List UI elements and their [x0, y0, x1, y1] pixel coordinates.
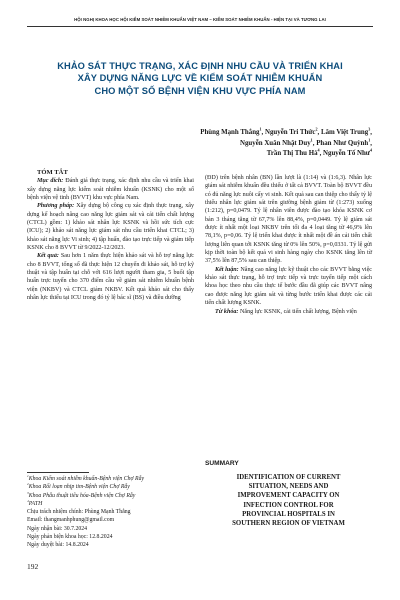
author-name: Nguyễn Xuân Nhật Duy: [240, 139, 311, 147]
keywords-text: Năng lực KSNK, cải tiến chất lượng, Bệnh viện: [240, 308, 357, 315]
page-number: 192: [27, 562, 39, 571]
summary-title: [205, 473, 372, 528]
footnote-text: Khoa Phẫu thuật tiêu hóa-Bệnh viện Chợ Rẫy: [28, 492, 136, 499]
author-name: Phan Như Quỳnh: [316, 139, 369, 147]
keywords-label: Từ khóa:: [215, 308, 239, 315]
footnote: [27, 500, 194, 508]
summary-title-line: IMPROVEMENT CAPACITY ON: [237, 492, 340, 500]
footnote-text: Khoa Kiểm soát nhiễm khuẩn-Bệnh viện Chợ Rẫy: [28, 476, 145, 482]
footnote-mark: 1: [27, 474, 29, 479]
result-continuation: (ĐD) trên bệnh nhân (BN) lần lượt là (1:14) và (1:6,3). Nhân lực giám sát nhiễm khuẩn đều thiếu ở tất cả BVVT. Toàn bộ BVVT đều có đủ năng lực nuôi cấy vi sinh. Kết quả sau can thiệp cho thấy tỷ lệ thiếu nhân lực giám sát trên giường bệnh giảm từ (1:273) xuống (1:212), p=0,0479. Tỷ lệ nhân viên được đào tạo khóa KSNK cơ bản 3 tháng tăng từ 67,7% lên 88,4%, p=0,0449. Tỷ lệ giám sát được ít nhất một loại NKBV trên tối đa 4 loại tăng từ 46,9% lên 78,1%, p=0,06. Tỷ lệ triển khai được ít nhất một đề án cải tiến chất lượng liên quan tới KSNK tăng từ 0% lên 50%, p=0,0331. Tỷ lệ gửi kịp thời toàn bộ kết quả vi sinh hàng ngày cho KSNK tăng lên từ 37,5% lên 87,5% sau can thiệp.: [205, 175, 372, 265]
abstract-keywords: [205, 308, 372, 316]
running-head-rule: [27, 26, 373, 27]
footnote-mark: 2: [27, 482, 29, 487]
objective-text: Đánh giá thực trạng, xác định nhu cầu và triển khai xây dựng năng lực kiểm soát nhiễm khuẩn (KSNK) cho một số bệnh viện vệ tinh (BVVT) khu vực phía Nam.: [27, 178, 194, 202]
method-text: Xây dựng bộ công cụ xác định thực trạng, xây dựng kế hoạch nâng cao năng lực giám sát và cải tiến chất lượng (CTCL) gồm: 1) khảo sát nhân lực KSNK và hồi sức tích cực (ICU); 2) khảo sát năng lực giám sát nhu cầu triển khai CTCL; 3) khảo sát năng lực Vi sinh; 4) tập huấn, đào tạo trực tiếp và giám tiếp KSNK cho 8 BVVT từ 9/2022-12/2023.: [27, 203, 194, 252]
footnotes: [27, 475, 194, 550]
summary-title-line: SOUTHERN REGION OF VIETNAM: [232, 520, 345, 528]
author-affiliation: 1: [259, 126, 262, 132]
summary-heading: SUMMARY: [205, 460, 239, 467]
result-text: Sau hơn 1 năm thực hiện khảo sát và hỗ trợ năng lực cho 8 BVVT, tổng số đã thực hiện 12 chuyến đi khảo sát, hỗ trợ kỹ thuật và tập huấn tại chỗ với 616 lượt người tham gia, 5 buổi tập huấn trực tuyến cho 370 điểm cầu về giám sát nhiễm khuẩn bệnh viện (NKBV) và CTCL giảm NKBV. Kết quả khảo sát cho thấy nhân lực thiếu tại ICU trong đó tỷ lệ bác sĩ (BS) và điều dưỡng: [27, 253, 194, 302]
abstract-conclusion: [205, 266, 372, 308]
author-name: Nguyễn Tố Như: [323, 150, 370, 158]
title-line: KHẢO SÁT THỰC TRẠNG, XÁC ĐỊNH NHU CẦU VÀ TRIỂN KHAI: [57, 61, 343, 71]
abstract-method: [27, 202, 194, 252]
author-name: Lâm Việt Trung: [320, 129, 369, 136]
abstract-objective: [27, 177, 194, 202]
author-list: [112, 128, 372, 160]
author-name: Phùng Mạnh Thắng: [200, 129, 260, 136]
author-name: Nguyễn Tri Thức: [265, 129, 316, 136]
title-line: CHO MỘT SỐ BỆNH VIỆN KHU VỰC PHÍA NAM: [94, 85, 306, 96]
abstract-heading: TÓM TẮT: [37, 169, 68, 176]
abstract-result: [27, 252, 194, 302]
summary-title-line: INFECTION CONTROL FOR: [243, 501, 334, 509]
footnote-text: PATH: [28, 500, 43, 507]
footnote-text: Khoa Rối loạn nhịp tim-Bệnh viện Chợ Rẫy: [28, 484, 130, 491]
footnote: [27, 492, 194, 500]
correspondence-email[interactable]: Email: thangmanhphung@gmail.com: [27, 517, 115, 524]
author-affiliation: 1: [310, 137, 313, 143]
footnote-mark: 3: [27, 490, 29, 495]
method-label: Phương pháp:: [37, 203, 75, 210]
article-title: [40, 60, 360, 97]
author-affiliation: 1: [368, 137, 371, 143]
footnote: [27, 483, 194, 491]
date-received: Ngày nhận bài: 30.7.2024: [27, 525, 88, 532]
right-column: [205, 174, 372, 316]
responsible-author: Chịu trách nhiệm chính: Phùng Mạnh Thắng: [27, 509, 131, 516]
conclusion-text: Nâng cao năng lực kỹ thuật cho các BVVT bằng việc khảo sát thực trạng, hỗ trợ trực tiếp và trực tuyến tiếp một cách khoa học theo nhu cầu thực tế bước đầu đã giúp các BVVT nâng cao được năng lực giám sát và từng bước triển khai được các cải tiến chất lượng KSNK.: [205, 266, 372, 307]
footnote-mark: 4: [27, 498, 29, 503]
footnote: [27, 475, 194, 483]
author-affiliation: 2: [315, 126, 318, 132]
correspondence-info: [27, 508, 194, 549]
author-affiliation: 4: [317, 147, 320, 153]
title-line: XÂY DỰNG NĂNG LỰC VỀ KIỂM SOÁT NHIỄM KHUẨN: [77, 73, 323, 84]
date-accepted: Ngày duyệt bài: 14.8.2024: [27, 542, 89, 549]
footnote-rule: [27, 472, 89, 473]
author-affiliation: 4: [369, 147, 372, 153]
summary-title-line: PROVINCIAL HOSPITALS IN: [242, 510, 335, 518]
result-label: Kết quả:: [37, 253, 59, 260]
author-line: Phùng Mạnh Thắng$^1$, Nguyễn Tri Thức$^2$, Lâm Việt Trung$^3$,: [200, 126, 372, 136]
date-reviewed: Ngày phản biện khoa học: 12.8.2024: [27, 534, 113, 541]
author-name: Trần Thị Thu Hà: [266, 150, 318, 158]
summary-title-line: IDENTIFICATION OF CURRENT: [236, 474, 341, 481]
running-head: HỘI NGHỊ KHOA HỌC HỘI KIỂM SOÁT NHIỄM KHUẨN VIỆT NAM – KIỂM SOÁT NHIỄM KHUẨN - HIỆN TẠI VÀ TƯƠNG LAI: [74, 17, 326, 22]
conclusion-label: Kết luận:: [215, 266, 239, 273]
left-column: [27, 169, 194, 303]
author-line: Trần Thị Thu $Hà^4$, Nguyễn Tố Như$^4$: [266, 147, 372, 158]
objective-label: Mục đích:: [37, 178, 64, 185]
author-line: Nguyễn Xuân Nhật Duy$^1$, Phan Như Quỳnh$^1$,: [240, 137, 372, 147]
summary-title-line: SITUATION, NEEDS AND: [248, 483, 329, 491]
author-affiliation: 3: [368, 126, 371, 132]
